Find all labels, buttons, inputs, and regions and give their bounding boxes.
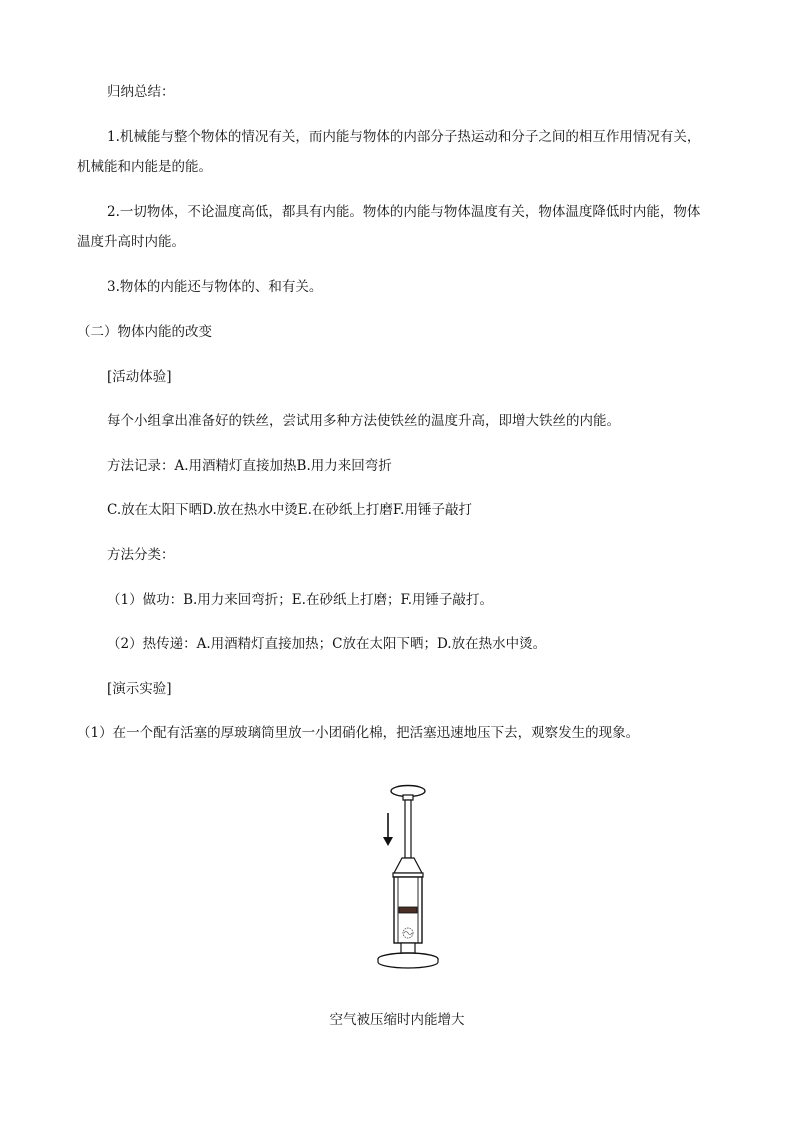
classify-heat-transfer: （2）热传递：A.用酒精灯直接加热；C放在太阳下晒；D.放在热水中烫。 <box>107 636 547 652</box>
classify-label: 方法分类： <box>107 547 175 563</box>
summary-item-2-line-1: 2.一切物体，不论温度高低，都具有内能。物体的内能与物体温度有关，物体温度降低时内能，物体 <box>107 204 701 220</box>
summary-item-1-line-1: 1.机械能与整个物体的情况有关，而内能与物体的内部分子热运动和分子之间的相互作用情况有关， <box>107 129 701 145</box>
demo-label: [演示实验] <box>107 681 172 697</box>
summary-item-2-line-2: 温度升高时内能。 <box>77 234 185 250</box>
summary-heading: 归纳总结： <box>107 84 175 100</box>
methods-record-line-1: 方法记录：A.用酒精灯直接加热B.用力来回弯折 <box>107 458 392 474</box>
figure-caption: 空气被压缩时内能增大 <box>329 1012 465 1028</box>
methods-record-line-2: C.放在太阳下晒D.放在热水中烫E.在砂纸上打磨F.用锤子敲打 <box>107 502 472 518</box>
activity-text: 每个小组拿出准备好的铁丝，尝试用多种方法使铁丝的温度升高，即增大铁丝的内能。 <box>107 413 620 429</box>
activity-label: [活动体验] <box>107 369 172 385</box>
demo-step-1: （1）在一个配有活塞的厚玻璃筒里放一小团硝化棉，把活塞迅速地压下去，观察发生的现象。 <box>77 725 640 741</box>
piston-cylinder-apparatus-icon <box>372 783 454 973</box>
summary-item-1-line-2: 机械能和内能是的能。 <box>77 159 212 175</box>
classify-work: （1）做功：B.用力来回弯折；E.在砂纸上打磨；F.用锤子敲打。 <box>107 592 494 608</box>
summary-item-3: 3.物体的内能还与物体的、和有关。 <box>107 279 323 295</box>
section-heading: （二）物体内能的改变 <box>77 324 212 340</box>
